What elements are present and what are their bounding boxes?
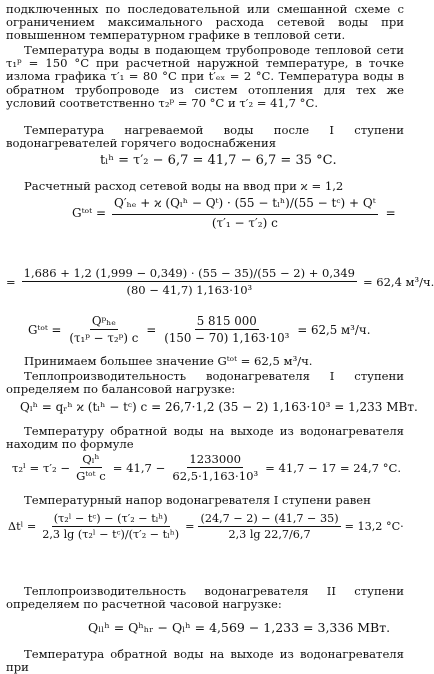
equation-gtot-denominator: (τ′₁ − τ′₂) c (211, 216, 278, 230)
paragraph-return-temperature: Температуру обратной воды на выходе из водонагревателя находим по формуле (6, 424, 404, 452)
equation-tau2-fraction-1 (74, 452, 108, 483)
equation-tau2 (12, 452, 401, 483)
paragraph-first-stage: Температура нагреваемой воды после I ступени водонагревателей горячего водоснабжения (6, 123, 404, 151)
equation-gtot-second-fraction-2 (162, 314, 291, 345)
equation-gtot-second-numerator-2: 5 815 000 (196, 314, 257, 328)
equation-tau2-numerator-1: Qₗʰ (82, 452, 100, 466)
equation-gtot-formula (72, 196, 396, 230)
equation-tau2-lhs: τ₂ˡ = τ′₂ − (12, 460, 71, 475)
paragraph-final: Температура обратной воды на выходе из водонагревателя при (6, 647, 404, 674)
equation-gtot-numeric-fraction (22, 266, 357, 297)
equation-gtot-second-denominator-2: (150 − 70) 1,163·10³ (164, 331, 290, 345)
equation-delta-t-numerator-1: (τ₂ˡ − tᶜ) − (τ′₂ − tₗʰ) (53, 512, 168, 525)
equation-delta-t-result: = 13,2 °С· (344, 520, 404, 533)
equation-tau2-middle: = 41,7 − (112, 460, 166, 475)
equation-t1h: tₗʰ = τ′₂ − 6,7 = 41,7 − 6,7 = 35 °С. (100, 153, 337, 168)
paragraph-accept-value: Принимаем большее значение Gᵗᵒᵗ = 62,5 м³/ч. (24, 354, 313, 368)
equation-gtot-equals: = (385, 206, 396, 220)
equation-gtot-numeric-numerator: 1,686 + 1,2 (1,999 − 0,349) · (55 − 35)/(55 − 2) + 0,349 (23, 266, 355, 280)
equation-gtot-second-result: = 62,5 м³/ч. (297, 322, 371, 337)
equation-gtot-fraction (112, 196, 378, 230)
equation-gtot-numeric-lhs: = (6, 274, 16, 289)
equation-tau2-denominator-1: Gᵗᵒᵗ c (76, 469, 106, 483)
equation-q1h: Qₗʰ = qᵣʰ ϰ (tₗʰ − tᶜ) c = 26,7·1,2 (35 − 2) 1,163·10³ = 1,233 МВт. (20, 400, 418, 414)
equation-gtot-second (28, 314, 370, 345)
equation-tau2-numerator-2: 1233000 (189, 452, 242, 466)
equation-gtot-second-lhs: Gᵗᵒᵗ = (28, 322, 62, 337)
equation-delta-t-denominator-1: 2,3 lg (τ₂ˡ − tᶜ)/(τ′₂ − tₗʰ) (42, 528, 180, 541)
paragraph-temperature-head: Температурный напор водонагревателя I ступени равен (24, 493, 371, 507)
paragraph-second-stage-output: Теплопроизводительность водонагревателя II ступени определяем по расчетной часовой нагрузке: (6, 584, 404, 612)
equation-delta-t-fraction-1 (40, 512, 181, 541)
equation-gtot-second-equals: = (146, 322, 157, 337)
equation-tau2-denominator-2: 62,5·1,163·10³ (172, 469, 259, 483)
equation-gtot-second-numerator-1: Qᵖₕₑ (91, 314, 116, 328)
equation-gtot-numerator: Q′ₕₑ + ϰ (Qₗʰ − Qᵗ) · (55 − tₗʰ)/(55 − tᶜ) + Qᵗ (112, 196, 378, 215)
paragraph-flow-rate: Расчетный расход сетевой воды на ввод при ϰ = 1,2 (24, 179, 344, 193)
equation-delta-t-equals: = (185, 520, 195, 533)
equation-delta-t-denominator-2: 2,3 lg 22,7/6,7 (228, 528, 311, 541)
equation-tau2-fraction-2 (170, 452, 260, 483)
equation-gtot-second-fraction-1 (67, 314, 140, 345)
paragraph-first-stage-output: Теплопроизводительность водонагревателя I ступени определяем по балансовой нагрузке: (6, 369, 404, 397)
paragraph-temperatures: Температура воды в подающем трубопроводе тепловой сети τ₁ᵖ = 150 °С при расчетной наружной температуре, в точке излома графика τ′₁ = 80 °С при t′ₑₓ = 2 °С. Температура воды в обратном трубопроводе из систем отопления для тех же условий соответственно τ₂ᵖ = 70 °С и τ′₂ = 41,7 °С. (6, 43, 404, 110)
equation-delta-t-fraction-2 (198, 512, 340, 541)
equation-gtot-numeric-result: = 62,4 м³/ч. (362, 274, 434, 289)
equation-delta-t-numerator-2: (24,7 − 2) − (41,7 − 35) (200, 512, 339, 525)
equation-q2h: Qₗₗʰ = Qʰₕᵣ − Qₗʰ = 4,569 − 1,233 = 3,336 МВт. (88, 620, 391, 635)
equation-gtot-numeric-denominator: (80 − 41,7) 1,163·10³ (126, 283, 253, 297)
equation-delta-t-lhs: Δtˡ = (8, 520, 37, 533)
equation-delta-t (8, 512, 404, 541)
equation-gtot-numeric (6, 266, 434, 297)
equation-tau2-result: = 41,7 − 17 = 24,7 °С. (265, 460, 402, 475)
paragraph-intro: подключенных по последовательной или смешанной схеме с ограничением максимального расхода сетевой воды при повышенном температурном графике в тепловой сети. (6, 2, 404, 43)
equation-gtot-lhs: Gᵗᵒᵗ = (72, 206, 106, 220)
equation-gtot-second-denominator-1: (τ₁ᵖ − τ₂ᵖ) c (69, 331, 139, 345)
